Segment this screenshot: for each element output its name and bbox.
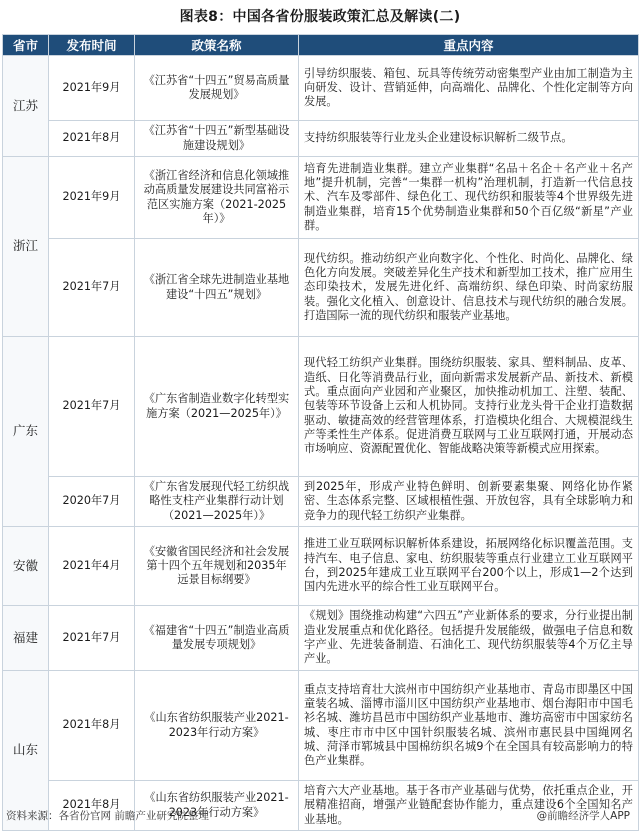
time-cell: 2021年7月 bbox=[49, 337, 135, 477]
content-cell: 《规划》围绕推动构建“六四五”产业新体系的要求，分行业提出制造业发展重点和优化路径。包括提升发展能级，做强电子信息和数字产业、先进装备制造、石油化工、现代纺织服装等4个万亿主导产业。 bbox=[299, 606, 639, 671]
table-row bbox=[3, 477, 639, 527]
table-row bbox=[3, 157, 639, 239]
footer bbox=[6, 808, 634, 823]
policy-name-cell: 《浙江省全球先进制造业基地建设“十四五”规划》 bbox=[135, 239, 299, 337]
content-cell: 现代轻工纺织产业集群。围绕纺织服装、家具、塑料制品、皮革、造纸、日化等消费品行业，面向新需求发展新产品、新技术、新模式。重点面向产业园和产业聚区，加快推动机加工、注塑、装配、包装等环节设备上云和人机协同。支持行业龙头骨干企业打造数据驱动、敏捷高效的经营管理体系，打造模块化组合、大规模混线生产等柔性生产体系。促进消费互联网与工业互联网打通，开展动态市场响应、资源配置优化、智能战略决策等新模式应用探索。 bbox=[299, 337, 639, 477]
table-row bbox=[3, 606, 639, 671]
time-cell: 2021年8月 bbox=[49, 671, 135, 781]
policy-name-cell: 《山东省纺织服装产业2021-2023年行动方案》 bbox=[135, 781, 299, 831]
time-cell: 2021年9月 bbox=[49, 157, 135, 239]
province-cell: 山东 bbox=[3, 671, 49, 831]
province-cell: 福建 bbox=[3, 606, 49, 671]
header-key-content: 重点内容 bbox=[299, 35, 639, 56]
brand-label: @前瞻经济学人APP bbox=[536, 810, 630, 822]
table-row bbox=[3, 337, 639, 477]
policy-name-cell: 《山东省纺织服装产业2021-2023年行动方案》 bbox=[135, 671, 299, 781]
content-cell: 到2025年，形成产业特色鲜明、创新要素集聚、网络化协作紧密、生态体系完整、区域根植性强、开放包容，具有全球影响力和竞争力的现代轻工纺织产业集群。 bbox=[299, 477, 639, 527]
content-cell: 重点支持培育壮大滨州市中国纺织产业基地市、青岛市即墨区中国童装名城、淄博市淄川区中国纺织产业基地市、烟台海阳市中国毛衫名城、潍坊昌邑市中国纺织产业基地市、潍坊高密市中国家纺名城、枣庄市市中区中国针织服装名城、滨州市惠民县中国绳网名城、菏泽市郓城县中国棉纺织名城9个在全国具有较高影响力的特色产业集群。 bbox=[299, 671, 639, 781]
content-cell: 引导纺织服装、箱包、玩具等传统劳动密集型产业由加工制造为主向研发、设计、营销延伸，向高端化、品牌化、个性化定制等方向发展。 bbox=[299, 56, 639, 121]
policy-name-cell: 《福建省“十四五”制造业高质量发展专项规划》 bbox=[135, 606, 299, 671]
content-cell: 培育先进制造业集群。建立产业集群“名品＋名企＋名产业＋名产地”提升机制，完善“一集群一机构”治理机制，打造新一代信息技术、汽车及零部件、绿色化工、现代纺织和服装等4个世界级先进制造业集群，培育15个优势制造业集群和50个百亿级“新星”产业群。 bbox=[299, 157, 639, 239]
table-row bbox=[3, 121, 639, 157]
content-cell: 推进工业互联网标识解析体系建设，拓展网络化标识覆盖范围。支持汽车、电子信息、家电、纺织服装等重点行业建立工业互联网平台，到2025年建成工业互联网平台200个以上，形成1—2个达到国内先进水平的综合性工业互联网平台。 bbox=[299, 527, 639, 606]
time-cell: 2021年7月 bbox=[49, 239, 135, 337]
time-cell: 2021年4月 bbox=[49, 527, 135, 606]
table-row bbox=[3, 239, 639, 337]
time-cell: 2021年8月 bbox=[49, 781, 135, 831]
policy-name-cell: 《安徽省国民经济和社会发展第十四个五年规划和2035年远景目标纲要》 bbox=[135, 527, 299, 606]
time-cell: 2020年7月 bbox=[49, 477, 135, 527]
table-row bbox=[3, 527, 639, 606]
policy-table bbox=[2, 34, 639, 831]
table-header-row bbox=[3, 35, 639, 56]
header-time: 发布时间 bbox=[49, 35, 135, 56]
header-policy-name: 政策名称 bbox=[135, 35, 299, 56]
policy-name-cell: 《江苏省“十四五”贸易高质量发展规划》 bbox=[135, 56, 299, 121]
chart-title: 图表8：中国各省份服装政策汇总及解读(二) bbox=[179, 9, 461, 25]
content-cell: 培育六大产业基地。基于各市产业基础与优势，依托重点企业，开展精准招商，增强产业链配套协作能力，重点建设6个全国知名产业基地。 bbox=[299, 781, 639, 831]
province-cell: 广东 bbox=[3, 337, 49, 527]
policy-name-cell: 《广东省发展现代轻工纺织战略性支柱产业集群行动计划（2021—2025年）》 bbox=[135, 477, 299, 527]
table-row bbox=[3, 781, 639, 831]
time-cell: 2021年7月 bbox=[49, 606, 135, 671]
content-cell: 现代纺织。推动纺织产业向数字化、个性化、时尚化、品牌化、绿色化方向发展。突破差异化生产技术和新型加工技术，推广应用生态印染技术，发展先进化纤、高端纺织、绿色印染、时尚家纺服装。强化文化植入、创意设计、信息技术与现代纺织的融合发展。打造国际一流的现代纺织和服装产业基地。 bbox=[299, 239, 639, 337]
source-note: 资料来源：各省份官网 前瞻产业研究院整理 bbox=[6, 810, 209, 822]
policy-name-cell: 《广东省制造业数字化转型实施方案（2021—2025年）》 bbox=[135, 337, 299, 477]
policy-name-cell: 《浙江省经济和信息化领域推动高质量发展建设共同富裕示范区实施方案（2021-2025年）》 bbox=[135, 157, 299, 239]
province-cell: 浙江 bbox=[3, 157, 49, 337]
content-cell: 支持纺织服装等行业龙头企业建设标识解析二级节点。 bbox=[299, 121, 639, 157]
policy-name-cell: 《江苏省“十四五”新型基础设施建设规划》 bbox=[135, 121, 299, 157]
table-row bbox=[3, 56, 639, 121]
table-row bbox=[3, 671, 639, 781]
header-province: 省市 bbox=[3, 35, 49, 56]
time-cell: 2021年8月 bbox=[49, 121, 135, 157]
province-cell: 安徽 bbox=[3, 527, 49, 606]
time-cell: 2021年9月 bbox=[49, 56, 135, 121]
province-cell: 江苏 bbox=[3, 56, 49, 157]
